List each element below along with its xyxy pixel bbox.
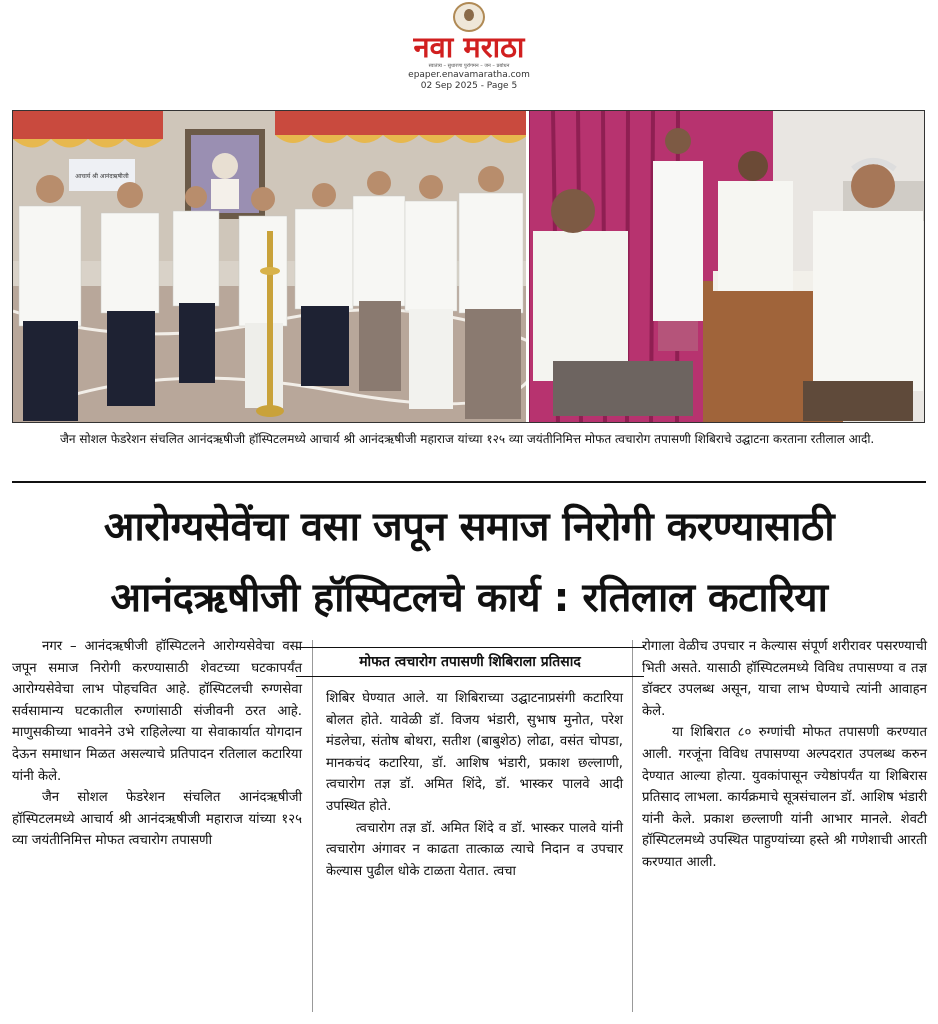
article-column-3	[642, 636, 927, 874]
banner-text: आचार्य श्री आनंदऋषीजी	[75, 173, 129, 180]
newspaper-logo[interactable]	[386, 2, 552, 68]
logo-tagline: स्वातंत्र्य – सुधारणा पुरोगमन – जन – प्रबोधन	[428, 63, 510, 69]
article-paragraph: रोगाला वेळीच उपचार न केल्यास संपूर्ण शरीरावर पसरण्याची भिती असते. यासाठी हॉस्पिटलमध्ये विविध तपासण्या व तज्ञ डॉक्टर उपलब्ध असून, याचा लाभ घेण्याचे त्यांनी आवाहन केले.	[642, 639, 927, 719]
article-column-1	[12, 636, 302, 852]
logo-text: नवा मराठा	[413, 30, 525, 64]
event-photo-illustration	[13, 111, 925, 423]
article-paragraph: शिबिर घेण्यात आले. या शिबिराच्या उद्घाटनाप्रसंगी कटारिया बोलत होते. यावेळी डॉ. विजय भंडारी, सुभाष मुनोत, परेश मंडलेचा, संतोष बोथरा, सतीश (बाबुशेठ) लोढा, वसंत चोपडा, मानकचंद कटारिया, डॉ. आशिष भंडारी, प्रकाश छल्लाणी, त्वचारोग तज्ञ डॉ. अमित शिंदे, डॉ. भास्कर पालवे आदी उपस्थित होते.	[326, 691, 623, 814]
event-photo	[12, 110, 925, 423]
article-column-2	[326, 688, 623, 882]
column-divider	[632, 640, 633, 1012]
column-divider	[312, 640, 313, 1012]
article-paragraph: नगर – आनंदऋषीजी हॉस्पिटलने आरोग्यसेवेचा वसा जपून समाज निरोगी करण्यासाठी शेवटच्या घटकापर्यंत आरोग्यसेवेचा लाभ पोहचवित आहे. हॉस्पिटलची रुग्णसेवा सर्वसामान्य घटकातील रुग्णांसाठी संजीवनी ठरत आहे. माणुसकीच्या भावनेने उभे राहिलेल्या या सेवाकार्यात योगदान देऊन समाधान मिळत असल्याचे प्रतिपादन रतिलाल कटारिया यांनी केले.	[12, 639, 302, 784]
headline-line-2: आनंदऋषीजी हॉस्पिटलचे कार्य : रतिलाल कटारिया	[110, 575, 828, 621]
article-paragraph: जैन सोशल फेडरेशन संचलित आनंदऋषीजी हॉस्पिटलमध्ये आचार्य श्री आनंदऋषीजी महाराज यांच्या १२५ व्या जयंतीनिमित्त मोफत त्वचारोग तपासणी	[12, 790, 302, 849]
article-paragraph: या शिबिरात ८० रुग्णांची मोफत तपासणी करण्यात आली. गरजूंना विविध तपासण्या अल्पदरात उपलब्ध करुन देण्यात आल्या होत्या. युवकांपासून ज्येष्ठांपर्यंत या शिबिरास प्रतिसाद लाभला. कार्यक्रमाचे सूत्रसंचालन डॉ. आशिष भंडारी यांनी केले. प्रकाश छल्लाणी यांनी आभार मानले. शेवटी हॉस्पिटलमध्ये उपस्थित पाहुण्यांच्या हस्ते श्री गणेशाची आरती करण्यात आली.	[642, 725, 927, 870]
article-subheading: मोफत त्वचारोग तपासणी शिबिराला प्रतिसाद	[296, 647, 644, 677]
masthead	[0, 0, 938, 105]
edition-date: 02 Sep 2025 - Page 5	[420, 81, 518, 91]
photo-caption: जैन सोशल फेडरेशन संचलित आनंदऋषीजी हॉस्पिटलमध्ये आचार्य श्री आनंदऋषीजी महाराज यांच्या १२५ व्या जयंतीनिमित्त मोफत त्वचारोग तपासणी शिबिराचे उद्घाटना करताना रतीलाल आदी.	[60, 432, 875, 446]
founder-portrait-icon	[453, 2, 485, 32]
caption-divider	[12, 481, 926, 483]
headline-line-1: आरोग्यसेवेंचा वसा जपून समाज निरोगी करण्यासाठी	[103, 504, 835, 550]
site-url[interactable]: epaper.enavamaratha.com	[408, 70, 530, 80]
article-paragraph: त्वचारोग तज्ञ डॉ. अमित शिंदे व डॉ. भास्कर पालवे यांनी त्वचारोग अंगावर न काढता तात्काळ त्याचे निदान व उपचार केल्यास पुढील धोके टाळता येतात. त्वचा	[326, 820, 623, 879]
